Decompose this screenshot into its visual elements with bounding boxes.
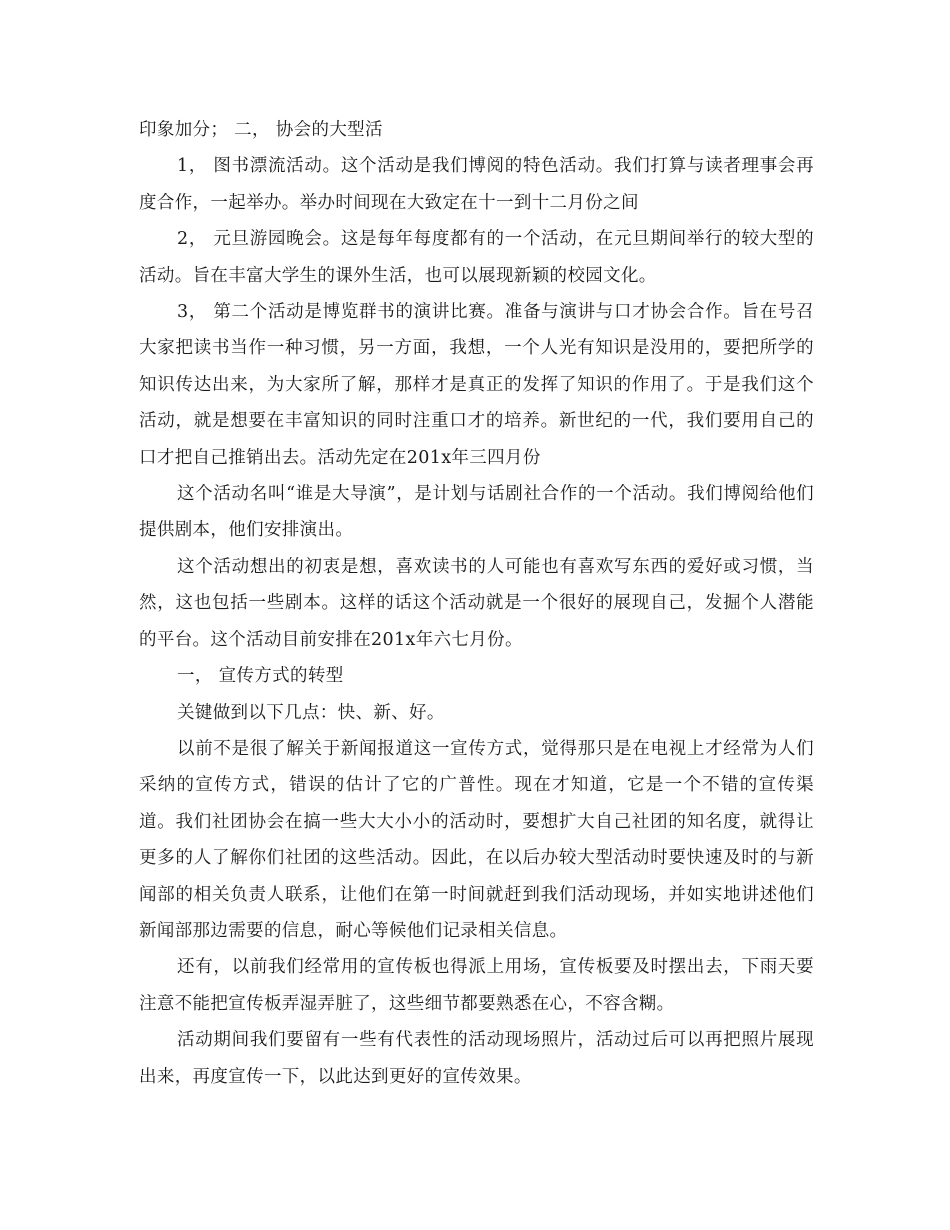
paragraph-key-points: 关键做到以下几点：快、新、好。: [177, 702, 445, 723]
paragraph-activity-intent: 这个活动想出的初衷是想，喜欢读书的人可能也有喜欢写东西的爱好或习惯，当然，这也包括一些剧本。这样的话这个活动就是一个很好的展现自己，发掘个人潜能的平台。这个活动目前安排在201x年六七月份。: [139, 556, 814, 650]
paragraph-news-reporting: 以前不是很了解关于新闻报道这一宣传方式，觉得那只是在电视上才经常为人们采纳的宣传方式，错误的估计了它的广普性。现在才知道，它是一个不错的宣传渠道。我们社团协会在搞一些大大小小的活动时，要想扩大自己社团的知名度，就得让更多的人了解你们社团的这些活动。因此，在以后办较大型活动时要快速及时的与新闻部的相关负责人联系，让他们在第一时间就赶到我们活动现场，并如实地讲述他们新闻部那边需要的信息，耐心等候他们记录相关信息。: [139, 738, 814, 941]
section-heading-publicity: 一， 宣传方式的转型: [177, 666, 344, 687]
document-body: [139, 112, 814, 1095]
paragraph-director-activity: 这个活动名叫“谁是大导演”，是计划与话剧社合作的一个活动。我们博阅给他们提供剧本，他们安排演出。: [139, 484, 814, 541]
paragraph-speech-contest: 3， 第二个活动是博览群书的演讲比赛。准备与演讲与口才协会合作。旨在号召大家把读书当作一种习惯，另一方面，我想，一个人光有知识是没用的，要把所学的知识传达出来，为大家所了解，那样才是真正的发挥了知识的作用了。于是我们这个活动，就是想要在丰富知识的同时注重口才的培养。新世纪的一代，我们要用自己的口才把自己推销出去。活动先定在201x年三四月份: [139, 302, 814, 468]
paragraph-publicity-board: 还有，以前我们经常用的宣传板也得派上用场，宣传板要及时摆出去，下雨天要注意不能把宣传板弄湿弄脏了，这些细节都要熟悉在心，不容含糊。: [139, 957, 814, 1014]
paragraph-continuation: 印象加分； 二， 协会的大型活: [139, 120, 383, 140]
paragraph-new-year-party: 2， 元旦游园晚会。这是每年每度都有的一个活动，在元旦期间举行的较大型的活动。旨在丰富大学生的课外生活，也可以展现新颖的校园文化。: [139, 229, 814, 286]
paragraph-book-drift-activity: 1， 图书漂流活动。这个活动是我们博阅的特色活动。我们打算与读者理事会再度合作，一起举办。举办时间现在大致定在十一到十二月份之间: [139, 156, 814, 213]
paragraph-activity-photos: 活动期间我们要留有一些有代表性的活动现场照片，活动过后可以再把照片展现出来，再度宣传一下，以此达到更好的宣传效果。: [139, 1030, 814, 1087]
